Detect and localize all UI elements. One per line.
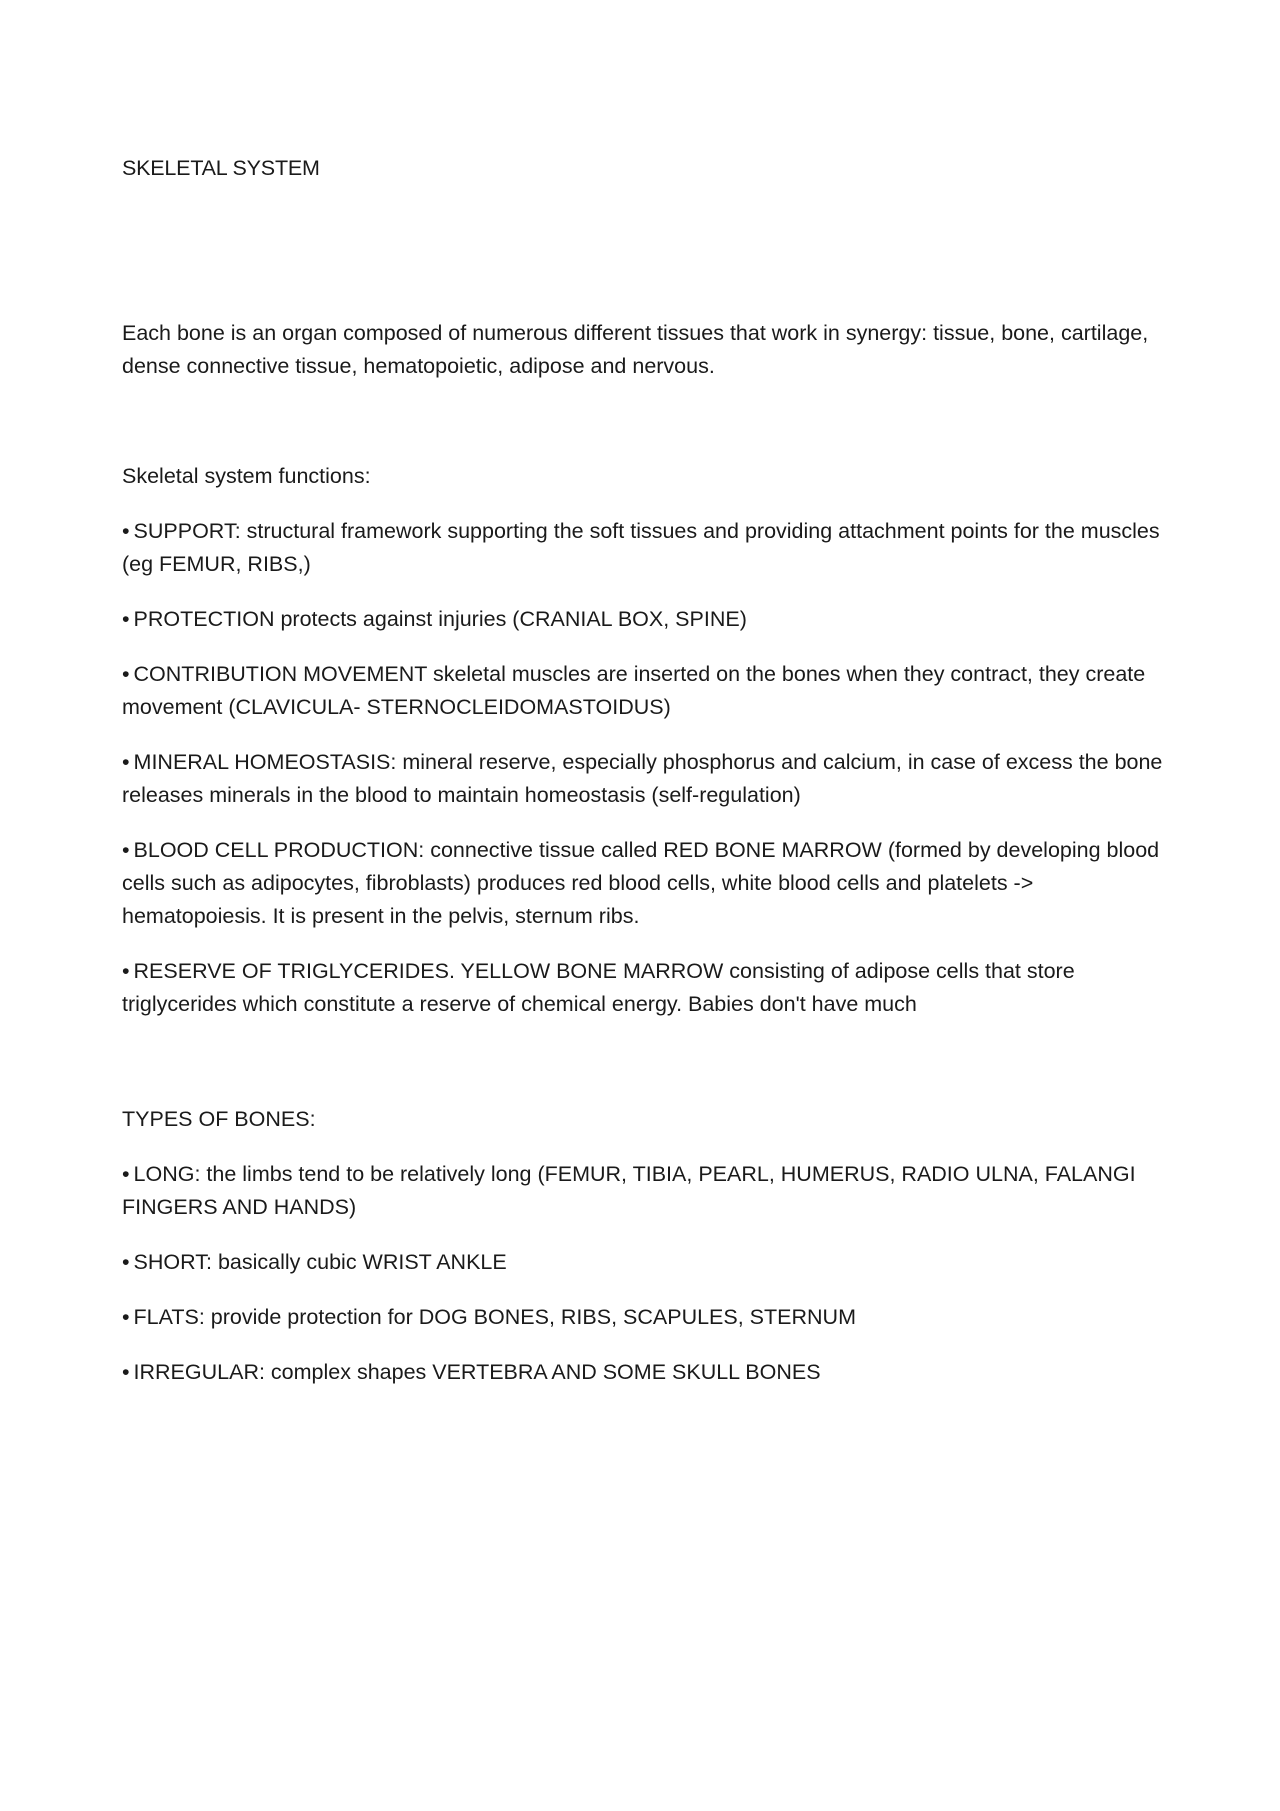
functions-section — [122, 460, 1167, 1043]
list-item — [122, 1301, 1167, 1334]
list-item — [122, 658, 1167, 724]
functions-heading: Skeletal system functions: — [122, 464, 371, 488]
types-heading: TYPES OF BONES: — [122, 1107, 316, 1131]
bullet-icon: • — [122, 607, 130, 631]
bullet-icon: • — [122, 1305, 130, 1329]
list-item — [122, 834, 1167, 933]
bullet-icon: • — [122, 662, 130, 686]
list-item-text: FLATS: provide protection for DOG BONES, RIBS, SCAPULES, STERNUM — [133, 1305, 856, 1329]
list-item — [122, 955, 1167, 1021]
list-item-text: IRREGULAR: complex shapes VERTEBRA AND SOME SKULL BONES — [133, 1360, 821, 1384]
document-title: SKELETAL SYSTEM — [122, 156, 320, 180]
list-item — [122, 1158, 1167, 1224]
intro-paragraph: Each bone is an organ composed of numerous different tissues that work in synergy: tissue, bone, cartilage, dense connective tissue, hematopoietic, adipose and nervous. — [122, 321, 1149, 378]
bullet-icon: • — [122, 1250, 130, 1274]
functions-list — [122, 515, 1167, 1021]
list-item-text: MINERAL HOMEOSTASIS: mineral reserve, especially phosphorus and calcium, in case of excess the bone releases minerals in the blood to maintain homeostasis (self-regulation) — [122, 750, 1163, 807]
list-item — [122, 746, 1167, 812]
types-list — [122, 1158, 1167, 1389]
list-item — [122, 515, 1167, 581]
list-item-text: SUPPORT: structural framework supporting the soft tissues and providing attachment points for the muscles (eg FEMUR, RIBS,) — [122, 519, 1160, 576]
list-item-text: PROTECTION protects against injuries (CRANIAL BOX, SPINE) — [133, 607, 747, 631]
bullet-icon: • — [122, 959, 130, 983]
list-item-text: RESERVE OF TRIGLYCERIDES. YELLOW BONE MARROW consisting of adipose cells that store triglycerides which constitute a reserve of chemical energy. Babies don't have much — [122, 959, 1075, 1016]
list-item-text: BLOOD CELL PRODUCTION: connective tissue called RED BONE MARROW (formed by developing blood cells such as adipocytes, fibroblasts) produces red blood cells, white blood cells and platelets -> hematopoiesis. It is present in the pelvis, sternum ribs. — [122, 838, 1160, 928]
bullet-icon: • — [122, 838, 130, 862]
types-section — [122, 1103, 1167, 1411]
list-item — [122, 1246, 1167, 1279]
bullet-icon: • — [122, 1162, 130, 1186]
list-item — [122, 603, 1167, 636]
list-item-text: LONG: the limbs tend to be relatively long (FEMUR, TIBIA, PEARL, HUMERUS, RADIO ULNA, FALANGI FINGERS AND HANDS) — [122, 1162, 1136, 1219]
list-item-text: CONTRIBUTION MOVEMENT skeletal muscles are inserted on the bones when they contract, they create movement (CLAVICULA- STERNOCLEIDOMASTOIDUS) — [122, 662, 1146, 719]
bullet-icon: • — [122, 1360, 130, 1384]
bullet-icon: • — [122, 519, 130, 543]
list-item — [122, 1356, 1167, 1389]
bullet-icon: • — [122, 750, 130, 774]
list-item-text: SHORT: basically cubic WRIST ANKLE — [133, 1250, 507, 1274]
